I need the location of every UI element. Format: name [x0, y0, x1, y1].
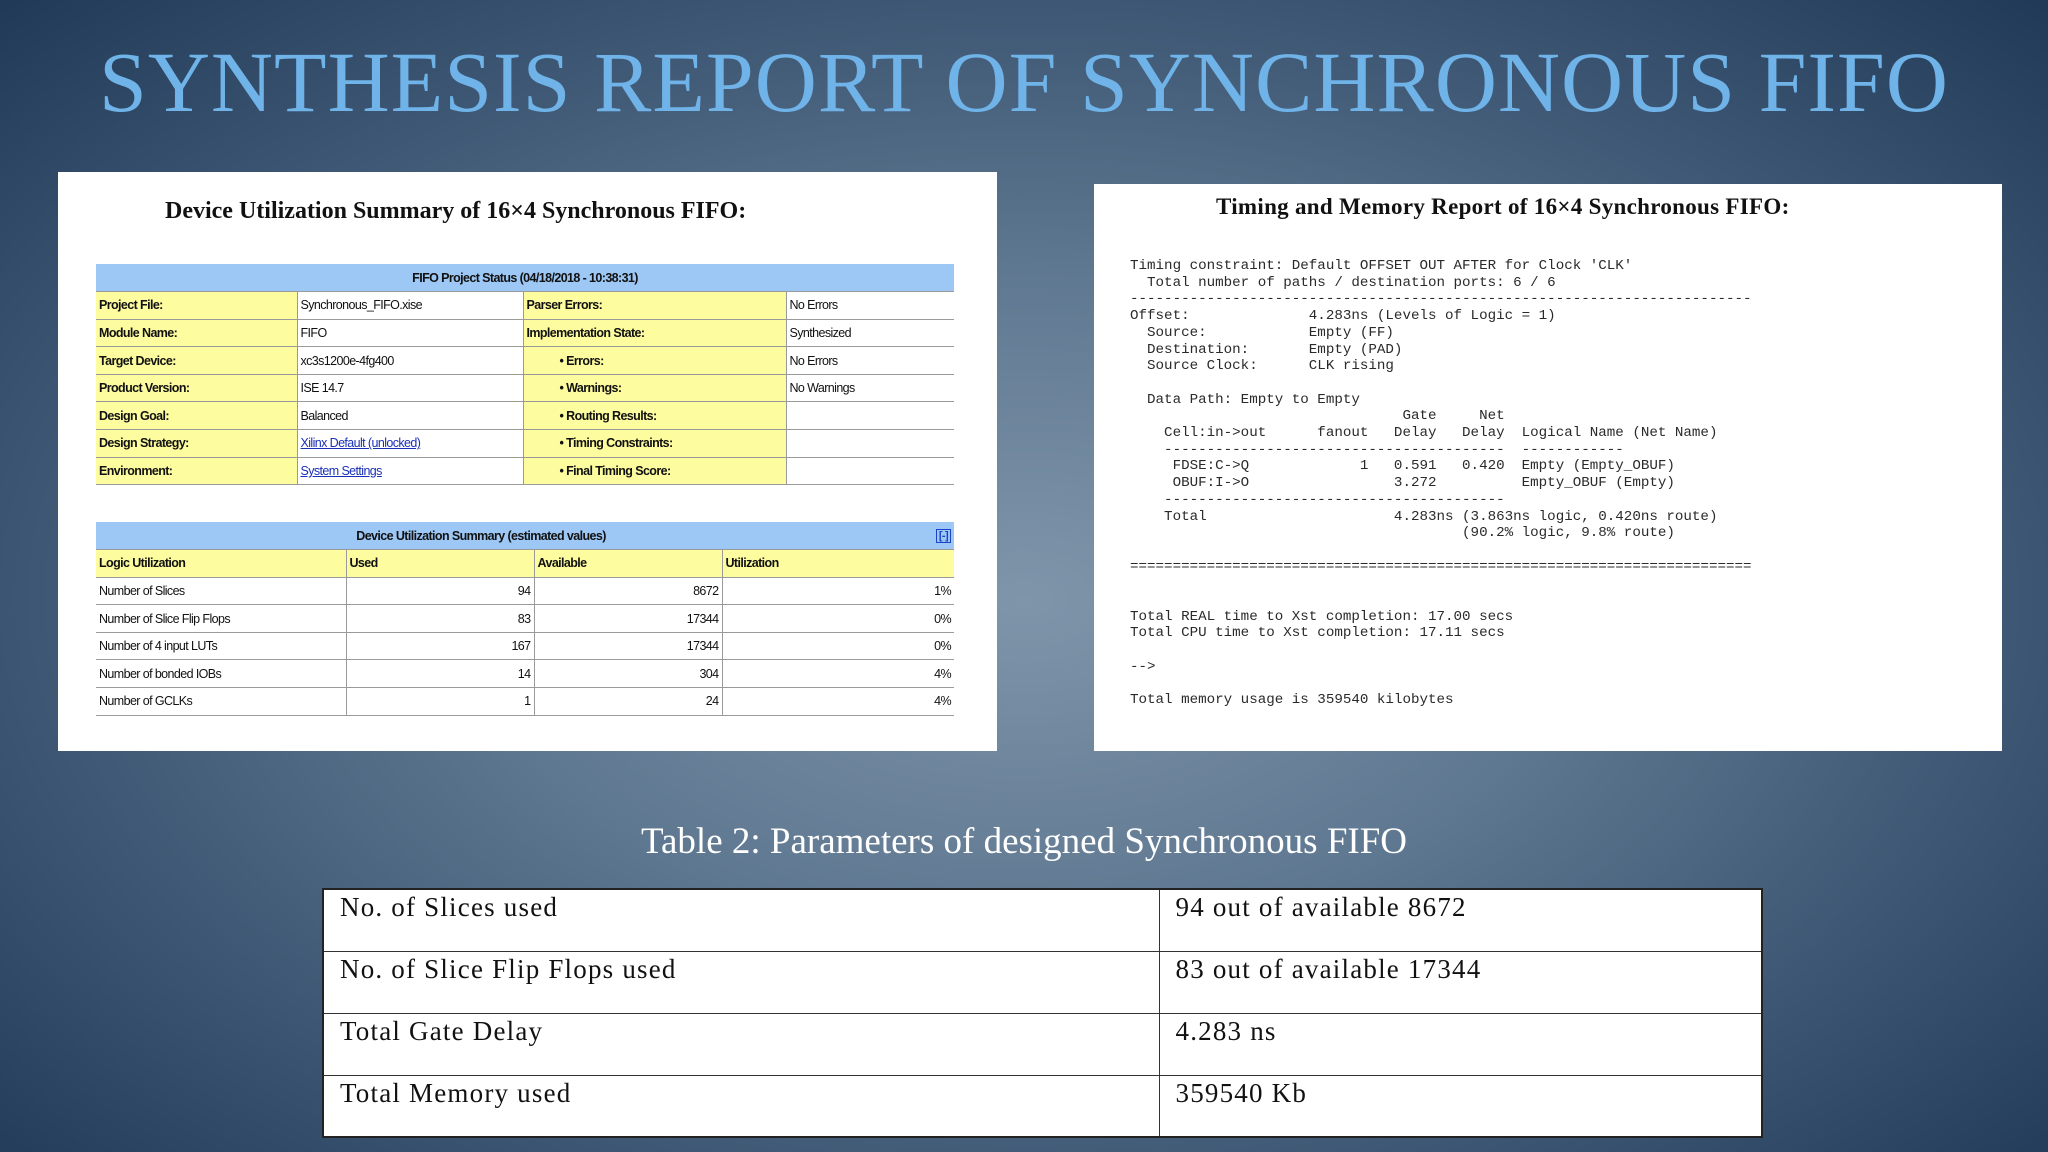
status-label-2: • Final Timing Score: — [523, 457, 786, 485]
utilization-name: Number of GCLKs — [96, 688, 346, 716]
project-status-caption: FIFO Project Status (04/18/2018 - 10:38:31) — [96, 264, 954, 292]
status-value-2 — [786, 457, 954, 485]
parameter-name: No. of Slice Flip Flops used — [323, 951, 1159, 1013]
utilization-used: 14 — [346, 660, 534, 688]
utilization-used: 94 — [346, 577, 534, 605]
status-label: Module Name: — [96, 319, 297, 347]
timing-line — [1130, 676, 1752, 693]
timing-line: OBUF:I->O 3.272 Empty_OBUF (Empty) — [1130, 475, 1675, 492]
utilization-summary-table — [96, 522, 954, 716]
collapse-cell — [866, 522, 954, 550]
utilization-row — [96, 660, 954, 688]
utilization-available: 8672 — [534, 577, 722, 605]
status-value — [297, 457, 523, 485]
status-value-2: No Warnings — [786, 374, 954, 402]
status-label: Project File: — [96, 292, 297, 320]
utilization-row — [96, 605, 954, 633]
parameters-rows — [323, 889, 1762, 1137]
utilization-caption: Device Utilization Summary (estimated values) — [96, 522, 866, 550]
parameter-value: 359540 Kb — [1159, 1075, 1762, 1137]
status-row — [96, 402, 954, 430]
status-value-2: No Errors — [786, 292, 954, 320]
status-label: Design Goal: — [96, 402, 297, 430]
utilization-percent: 1% — [722, 577, 954, 605]
status-label-2: Parser Errors: — [523, 292, 786, 320]
timing-line — [1130, 375, 1752, 392]
status-value — [297, 292, 523, 320]
utilization-row — [96, 577, 954, 605]
device-utilization-heading: Device Utilization Summary of 16×4 Synchronous FIFO: — [165, 198, 747, 224]
status-label-2: • Timing Constraints: — [523, 430, 786, 458]
col-header-available: Available — [534, 550, 722, 578]
utilization-used: 167 — [346, 632, 534, 660]
status-value-2 — [786, 430, 954, 458]
timing-line — [1130, 592, 1752, 609]
parameter-value: 83 out of available 17344 — [1159, 951, 1762, 1013]
utilization-row — [96, 632, 954, 660]
status-label: Design Strategy: — [96, 430, 297, 458]
status-value-2: No Errors — [786, 347, 954, 375]
utilization-percent: 0% — [722, 632, 954, 660]
utilization-name: Number of 4 input LUTs — [96, 632, 346, 660]
status-row — [96, 292, 954, 320]
utilization-name: Number of Slice Flip Flops — [96, 605, 346, 633]
parameter-row — [323, 951, 1762, 1013]
utilization-row — [96, 688, 954, 716]
status-value — [297, 430, 523, 458]
status-link[interactable]: System Settings — [300, 463, 382, 478]
status-label: Environment: — [96, 457, 297, 485]
status-row — [96, 347, 954, 375]
status-value-text: FIFO — [300, 325, 327, 340]
col-header-utilization: Utilization — [722, 550, 954, 578]
status-row — [96, 430, 954, 458]
timing-line: Total number of paths / destination ports: 6 / 6 — [1130, 274, 1556, 291]
utilization-percent: 4% — [722, 660, 954, 688]
timing-memory-heading: Timing and Memory Report of 16×4 Synchronous FIFO: — [1216, 194, 1790, 219]
timing-line: ------------------------------------------------------------------------- — [1130, 291, 1752, 308]
timing-line: --> — [1130, 658, 1156, 675]
project-status-table — [96, 264, 954, 485]
parameter-row — [323, 889, 1762, 951]
parameter-name: Total Memory used — [323, 1075, 1159, 1137]
utilization-available: 17344 — [534, 605, 722, 633]
status-link[interactable]: Xilinx Default (unlocked) — [300, 436, 421, 451]
timing-line: Source: Empty (FF) — [1130, 324, 1394, 341]
timing-line: Data Path: Empty to Empty — [1130, 391, 1360, 408]
project-status-rows — [96, 292, 954, 485]
utilization-used: 83 — [346, 605, 534, 633]
utilization-name: Number of bonded IOBs — [96, 660, 346, 688]
status-value-text: ISE 14.7 — [300, 381, 344, 396]
timing-line: Cell:in->out fanout Delay Delay Logical Name (Net Name) — [1130, 425, 1718, 442]
timing-memory-panel — [1094, 184, 2002, 751]
slide-title: SYNTHESIS REPORT OF SYNCHRONOUS FIFO — [99, 34, 1949, 130]
timing-line: ---------------------------------------- ------------ — [1130, 441, 1624, 458]
timing-line: ========================================================================= — [1130, 558, 1752, 575]
status-value-text: Balanced — [300, 408, 348, 423]
parameters-table — [322, 888, 1763, 1138]
timing-line: Timing constraint: Default OFFSET OUT AFTER for Clock 'CLK' — [1130, 258, 1633, 274]
timing-line — [1130, 575, 1752, 592]
device-utilization-panel — [58, 172, 997, 751]
status-row — [96, 374, 954, 402]
utilization-rows — [96, 577, 954, 715]
utilization-percent: 0% — [722, 605, 954, 633]
timing-line: Total 4.283ns (3.863ns logic, 0.420ns route) — [1130, 508, 1718, 525]
status-value — [297, 374, 523, 402]
timing-line: ---------------------------------------- — [1130, 491, 1505, 508]
timing-line: Offset: 4.283ns (Levels of Logic = 1) — [1130, 308, 1556, 325]
timing-line: Gate Net — [1130, 408, 1505, 425]
status-value — [297, 402, 523, 430]
utilization-used: 1 — [346, 688, 534, 716]
col-header-used: Used — [346, 550, 534, 578]
timing-line: Total memory usage is 359540 kilobytes — [1130, 692, 1454, 709]
status-value — [297, 347, 523, 375]
status-value-text: Synchronous_FIFO.xise — [300, 298, 422, 313]
timing-line: Source Clock: CLK rising — [1130, 358, 1394, 375]
timing-line: FDSE:C->Q 1 0.591 0.420 Empty (Empty_OBUF) — [1130, 458, 1675, 475]
timing-line: Total REAL time to Xst completion: 17.00 secs — [1130, 608, 1514, 625]
timing-line: Total CPU time to Xst completion: 17.11 secs — [1130, 625, 1505, 642]
utilization-header-row — [96, 550, 954, 578]
status-row — [96, 319, 954, 347]
utilization-available: 304 — [534, 660, 722, 688]
status-value-text: xc3s1200e-4fg400 — [300, 353, 394, 368]
utilization-available: 17344 — [534, 632, 722, 660]
timing-report-text — [1130, 258, 1752, 709]
timing-line: (90.2% logic, 9.8% route) — [1130, 525, 1675, 542]
parameter-name: No. of Slices used — [323, 889, 1159, 951]
parameter-value: 94 out of available 8672 — [1159, 889, 1762, 951]
col-header-logic: Logic Utilization — [96, 550, 346, 578]
utilization-percent: 4% — [722, 688, 954, 716]
status-value-2: Synthesized — [786, 319, 954, 347]
status-value — [297, 319, 523, 347]
status-label-2: Implementation State: — [523, 319, 786, 347]
status-label-2: • Warnings: — [523, 374, 786, 402]
timing-line — [1130, 542, 1752, 559]
status-label-2: • Errors: — [523, 347, 786, 375]
status-value-2 — [786, 402, 954, 430]
status-label: Product Version: — [96, 374, 297, 402]
parameter-row — [323, 1075, 1762, 1137]
utilization-available: 24 — [534, 688, 722, 716]
status-label: Target Device: — [96, 347, 297, 375]
status-label-2: • Routing Results: — [523, 402, 786, 430]
status-row — [96, 457, 954, 485]
timing-line: Destination: Empty (PAD) — [1130, 341, 1403, 358]
timing-line — [1130, 642, 1752, 659]
parameters-table-caption: Table 2: Parameters of designed Synchronous FIFO — [640, 821, 1408, 862]
collapse-toggle-button[interactable]: [-] — [936, 529, 951, 543]
parameter-row — [323, 1013, 1762, 1075]
parameter-name: Total Gate Delay — [323, 1013, 1159, 1075]
parameter-value: 4.283 ns — [1159, 1013, 1762, 1075]
utilization-name: Number of Slices — [96, 577, 346, 605]
